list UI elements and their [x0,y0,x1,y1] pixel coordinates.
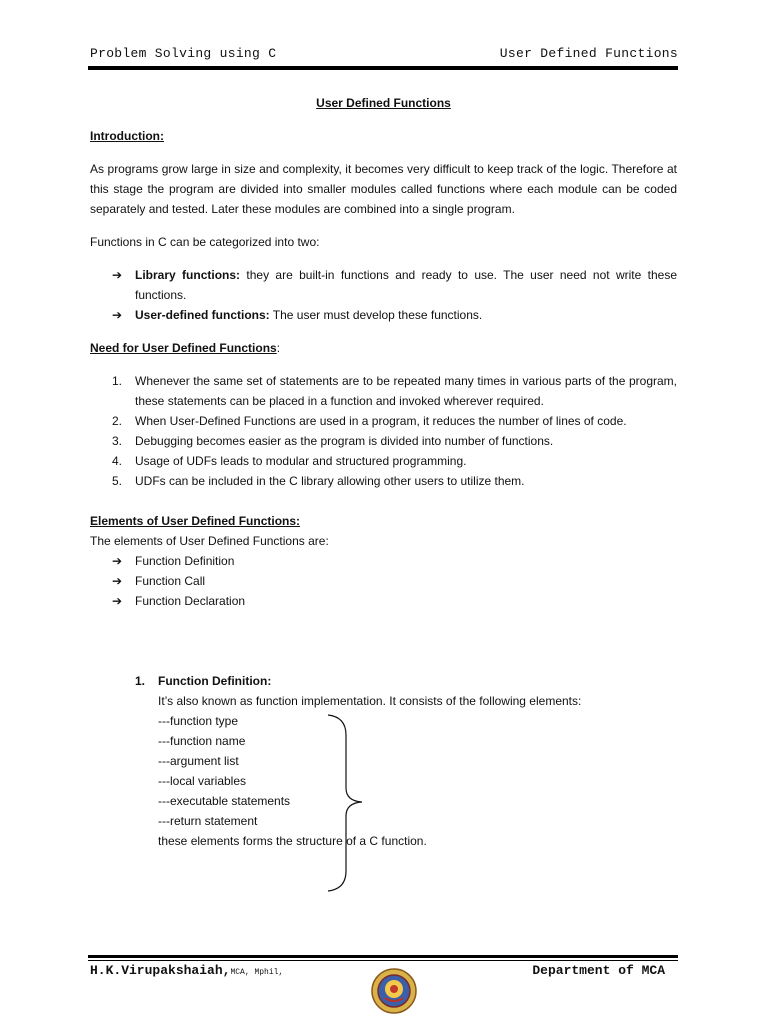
document-body [90,93,677,851]
item-label: Library functions: [135,268,241,282]
curly-brace-icon [328,713,368,893]
list-item [90,571,677,591]
item-text: UDFs can be included in the C library allowing other users to utilize them. [135,474,525,488]
elements-intro: The elements of User Defined Functions are: [90,534,329,548]
page-header [90,46,678,61]
list-item [90,471,677,491]
list-item [90,411,677,431]
intro-paragraph: As programs grow large in size and complexity, it becomes very difficult to keep track of the logic. Therefore at this stage the program are divided into smaller modules called functions where each module can be coded separately and tested. Later these modules are combined into a single program. [90,162,677,216]
arrow-icon: ➔ [112,574,123,588]
section-number: 1. [135,674,146,688]
funcdef-closing: these elements forms the structure of a C function. [158,834,427,848]
item-number: 3. [112,434,123,448]
item-text: Function Definition [135,554,235,568]
list-item [90,305,677,325]
arrow-icon: ➔ [112,594,123,608]
item-text: When User-Defined Functions are used in a program, it reduces the number of lines of code. [135,414,627,428]
list-item [90,431,677,451]
item-text: Function Call [135,574,206,588]
list-item: ---return statement [158,814,258,828]
list-item [90,371,677,411]
intro-heading: Introduction: [90,129,164,143]
funcdef-heading: Function Definition: [158,674,272,688]
author-degrees: MCA, Mphil, [230,968,284,977]
list-item [90,591,677,611]
footer-author [90,963,283,978]
footer-department: Department of MCA [532,963,665,978]
header-rule [88,66,678,70]
list-item: ---argument list [158,754,239,768]
footer-rule-thin [88,960,678,961]
item-text: Function Declaration [135,594,246,608]
header-chapter-title: User Defined Functions [499,46,678,61]
header-course-title: Problem Solving using C [90,46,277,61]
item-label: User-defined functions: [135,308,270,322]
list-item [90,551,677,571]
item-text: Debugging becomes easier as the program is divided into number of functions. [135,434,554,448]
list-item: ---executable statements [158,794,291,808]
need-colon: : [276,341,281,355]
item-text: Usage of UDFs leads to modular and structured programming. [135,454,467,468]
arrow-icon: ➔ [112,554,123,568]
item-text: they are built-in functions and ready to use. The user need not write these functions. [135,268,677,302]
list-item: ---local variables [158,774,247,788]
need-heading-line [90,338,677,358]
item-number: 2. [112,414,123,428]
funcdef-intro: It’s also known as function implementation. It consists of the following elements: [158,694,582,708]
list-item [90,451,677,471]
arrow-icon: ➔ [112,308,123,322]
categorize-text: Functions in C can be categorized into two: [90,235,320,249]
list-item: ---function name [158,734,246,748]
need-heading: Need for User Defined Functions [90,341,277,355]
footer-rule [88,955,678,958]
item-text: The user must develop these functions. [269,308,483,322]
elements-heading: Elements of User Defined Functions: [90,514,301,528]
college-emblem-icon [371,968,417,1014]
item-text: Whenever the same set of statements are to be repeated many times in various parts of the program, these statements can be placed in a function and invoked wherever required. [135,374,677,408]
list-item: ---function type [158,714,239,728]
item-number: 5. [112,474,123,488]
list-item [90,265,677,305]
function-definition-section [90,671,677,851]
item-number: 4. [112,454,123,468]
arrow-icon: ➔ [112,268,123,282]
page-title: User Defined Functions [316,96,451,110]
item-number: 1. [112,374,123,388]
author-name: H.K.Virupakshaiah, [90,963,231,978]
